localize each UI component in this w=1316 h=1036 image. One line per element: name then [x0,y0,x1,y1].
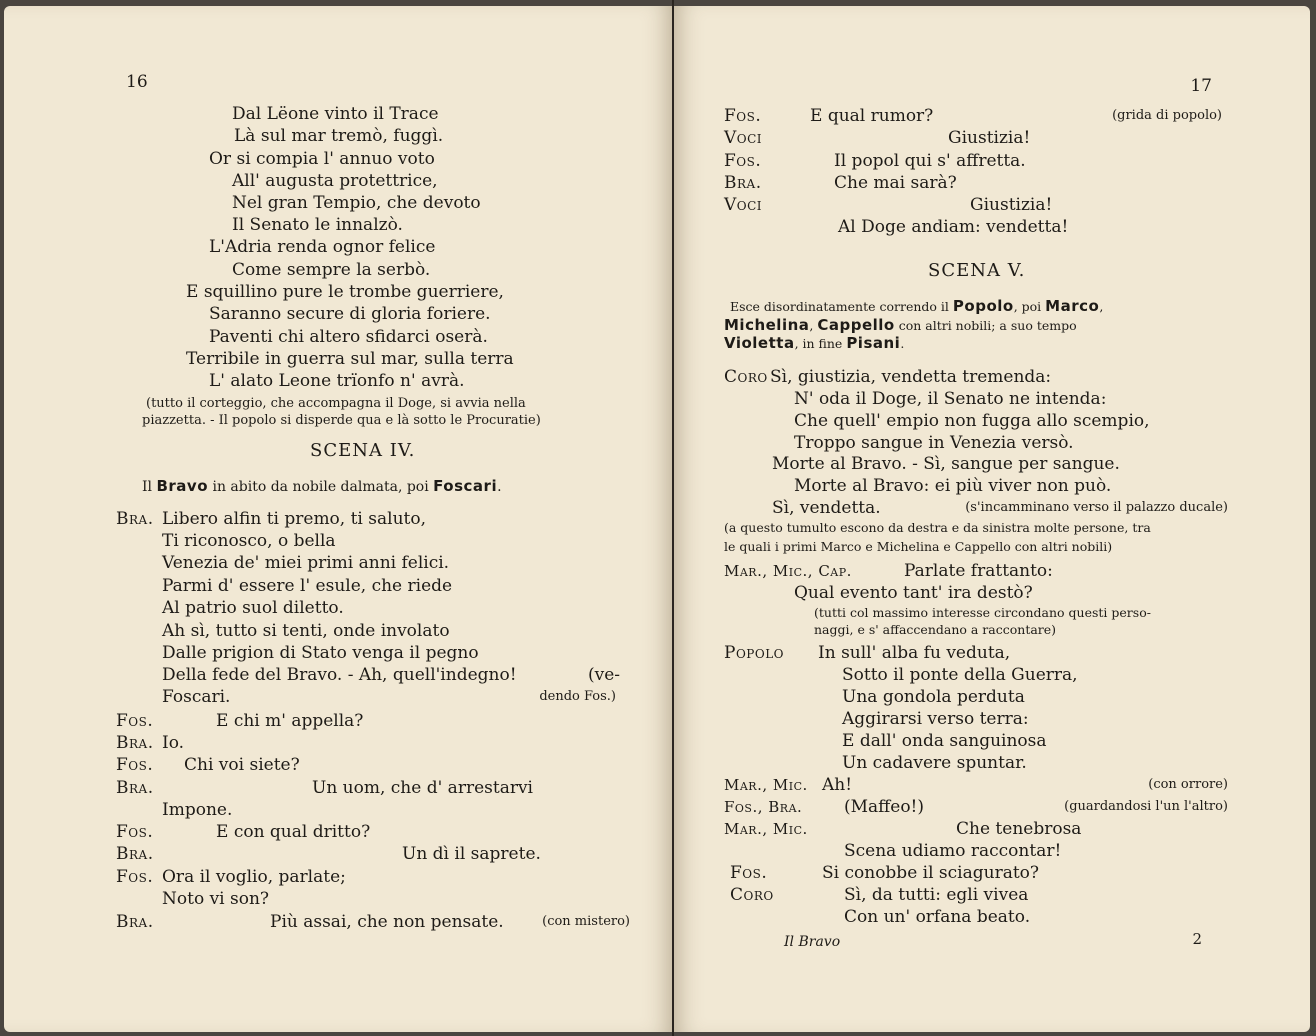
footer-title: Il Bravo [784,934,841,950]
dialogue-line: Al patrio suol diletto. [162,598,344,618]
dialogue-line: Noto vi son? [162,889,270,909]
verse-line: Saranno secure di gloria foriere. [209,304,491,324]
stage-direction: (s'incamminano verso il palazzo ducale) [965,500,1228,515]
verse-line: Come sempre la serbò. [232,260,431,280]
dialogue-line: Un dì il saprete. [402,844,541,864]
speaker-label: Mar., Mic. [724,820,808,838]
verse-line: E squillino pure le trombe guerriere, [186,282,504,302]
speaker-label: Fos. [724,151,762,171]
stage-direction: (a questo tumulto escono da destra e da sinistra molte persone, tra [724,520,1151,535]
speaker-label: Bra. [116,733,154,753]
verse-line: L'Adria renda ognor felice [209,237,436,257]
dialogue-line: Si conobbe il sciagurato? [822,863,1040,883]
speaker-label: Voci [724,195,763,215]
speaker-label: Fos. [730,863,768,883]
speaker-label: Coro [724,367,768,387]
speaker-label: Fos. [116,822,154,842]
dialogue-line: Dalle prigion di Stato venga il pegno [162,643,479,663]
dialogue-line: Una gondola perduta [842,687,1025,707]
character-name: Popolo [952,297,1014,315]
speaker-label: Bra. [724,173,762,193]
stage-direction: (ve- [587,665,620,685]
dialogue-line: Sì, giustizia, vendetta tremenda: [770,367,1052,387]
verse-line: Paventi chi altero sfidarci oserà. [209,327,488,347]
dialogue-line: Ora il voglio, parlate; [162,867,346,887]
scene-intro: Il Bravo in abito da nobile dalmata, poi Foscari. [142,477,502,495]
dialogue-line: Al Doge andiam: vendetta! [838,217,1069,237]
verse-line: All' augusta protettrice, [232,171,438,191]
speaker-label: Fos., Bra. [724,798,803,816]
verse-line: Nel gran Tempio, che devoto [232,193,481,213]
dialogue-line: Un uom, che d' arrestarvi [312,778,533,798]
dialogue-line: N' oda il Doge, il Senato ne intenda: [794,389,1107,409]
speaker-label: Bra. [116,778,154,798]
dialogue-line: Aggirarsi verso terra: [842,709,1029,729]
stage-direction: piazzetta. - Il popolo si disperde qua e là sotto le Procuratie) [142,413,541,428]
page-number: 16 [126,72,148,92]
dialogue-line: Ti riconosco, o bella [162,531,336,551]
speaker-label: Bra. [116,509,154,529]
dialogue-line: Sotto il ponte della Guerra, [842,665,1078,685]
verse-line: Là sul mar tremò, fuggì. [234,126,444,146]
verse-line: L' alato Leone trïonfo n' avrà. [209,371,465,391]
dialogue-line: Il popol qui s' affretta. [834,151,1026,171]
scene-heading: SCENA V. [928,260,1026,281]
dialogue-line: Venezia de' miei primi anni felici. [162,553,450,573]
stage-direction: (con orrore) [1148,777,1228,792]
dialogue-line: Parmi d' essere l' esule, che riede [162,576,453,596]
dialogue-line: Foscari. [162,687,231,707]
dialogue-line: Parlate frattanto: [904,561,1053,581]
speaker-label: Bra. [116,912,154,932]
dialogue-line: Impone. [162,800,233,820]
speaker-label: Fos. [116,711,154,731]
dialogue-line: E qual rumor? [810,106,934,126]
left-page [4,6,672,1032]
stage-direction: le quali i primi Marco e Michelina e Cappello con altri nobili) [724,539,1113,554]
speaker-label: Mar., Mic. [724,776,808,794]
speaker-label: Popolo [724,643,784,663]
dialogue-line: Giustizia! [948,128,1031,148]
speaker-label: Fos. [116,755,154,775]
scene-heading: SCENA IV. [310,440,416,461]
speaker-label: Coro [730,885,774,905]
stage-direction: (grida di popolo) [1112,108,1222,123]
dialogue-line: Io. [162,733,185,753]
stage-direction: (guardandosi l'un l'altro) [1064,799,1228,814]
dialogue-line: Morte al Bravo: ei più viver non può. [794,476,1112,496]
character-name: Michelina [724,316,810,334]
character-name: Marco [1045,297,1100,315]
speaker-label: Mar., Mic., Cap. [724,562,852,580]
dialogue-line: Ah! [822,775,853,795]
dialogue-line: Giustizia! [970,195,1053,215]
dialogue-line: E dall' onda sanguinosa [842,731,1047,751]
right-page: 17 Fos. E qual rumor? (grida di popolo) Voci Giustizia! Fos. Il popol qui s' affretta. Bra. Che mai sarà? Voci Giustizia! Al Doge andiam: vendetta! SCENA V. Esce disordinatamente correndo il Popolo, poi Marco, Michelina, Cappello con altri nobili; a suo tempo Violetta, in fine Pisani. Coro Sì, giustizia, vendetta tremenda: N' oda il Doge, il Senato ne intenda: Che quell' empio non fugga allo scempio, Troppo sangue in Venezia versò. Morte al Bravo. - Sì, sangue per sangue. Morte al Bravo: ei più viver non può. Sì, vendetta. (s'incamminano verso il palazzo ducale) (a questo tumulto escono da destra e da sinistra molte persone, tra le quali i primi Marco e Michelina e Cappello con altri nobili) Mar., Mic., Cap. Parlate frattanto: Qual evento tant' ira destò? (tutti col massimo interesse circondano questi perso- naggi, e s' affaccendano a raccontare) Popolo In sull' alba fu veduta, Sotto il ponte della Guerra, Una gondola perduta Aggirarsi verso terra: E dall' onda sanguinosa Un cadavere spuntar. Mar., Mic. Ah! (con orrore) Fos., Bra. (Maffeo!) (guardandosi l'un l'altro) Mar., Mic. Che tenebrosa Scena udiamo raccontar! Fos. Si conobbe il sciagurato? Coro Sì, da tutti: egli vivea Con un' orfana beato. Il Bravo 2 [674,6,1310,1032]
stage-direction: (con mistero) [542,914,630,929]
dialogue-line: Della fede del Bravo. - Ah, quell'indegno! [162,665,517,685]
stage-direction: (tutti col massimo interesse circondano questi perso- [814,605,1151,620]
speaker-label: Fos. [724,106,762,126]
dialogue-line: Qual evento tant' ira destò? [794,583,1033,603]
stage-direction: dendo Fos.) [539,689,616,704]
dialogue-line: Sì, vendetta. [772,498,881,518]
dialogue-line: Che quell' empio non fugga allo scempio, [794,411,1150,431]
dialogue-line: E con qual dritto? [216,822,371,842]
dialogue-line: Con un' orfana beato. [844,907,1031,927]
character-name: Pisani [846,334,901,352]
dialogue-line: Troppo sangue in Venezia versò. [794,433,1074,453]
dialogue-line: Sì, da tutti: egli vivea [844,885,1029,905]
speaker-label: Voci [724,128,763,148]
dialogue-line: (Maffeo!) [844,797,925,817]
dialogue-line: Chi voi siete? [184,755,300,775]
character-name: Foscari [433,477,498,495]
character-name: Bravo [156,477,209,495]
dialogue-line: Un cadavere spuntar. [842,753,1027,773]
speaker-label: Bra. [116,844,154,864]
page-number: 17 [1190,76,1212,96]
speaker-label: Fos. [116,867,154,887]
dialogue-line: Che mai sarà? [834,173,957,193]
dialogue-line: Scena udiamo raccontar! [844,841,1062,861]
character-name: Violetta [724,334,795,352]
dialogue-line: Ah sì, tutto si tenti, onde involato [162,621,450,641]
dialogue-line: Che tenebrosa [956,819,1082,839]
character-name: Cappello [817,316,895,334]
dialogue-line: Libero alfin ti premo, ti saluto, [162,509,426,529]
dialogue-line: Più assai, che non pensate. [270,912,504,932]
dialogue-line: In sull' alba fu veduta, [818,643,1011,663]
dialogue-line: Morte al Bravo. - Sì, sangue per sangue. [772,454,1120,474]
dialogue-line: E chi m' appella? [216,711,364,731]
verse-line: Dal Lëone vinto il Trace [232,104,439,124]
verse-line: Or si compia l' annuo voto [209,149,435,169]
stage-direction: naggi, e s' affaccendano a raccontare) [814,622,1057,637]
signature-mark: 2 [1192,930,1202,948]
verse-line: Terribile in guerra sul mar, sulla terra [186,349,514,369]
stage-direction: (tutto il corteggio, che accompagna il Doge, si avvia nella [146,396,526,411]
verse-line: Il Senato le innalzò. [232,215,403,235]
